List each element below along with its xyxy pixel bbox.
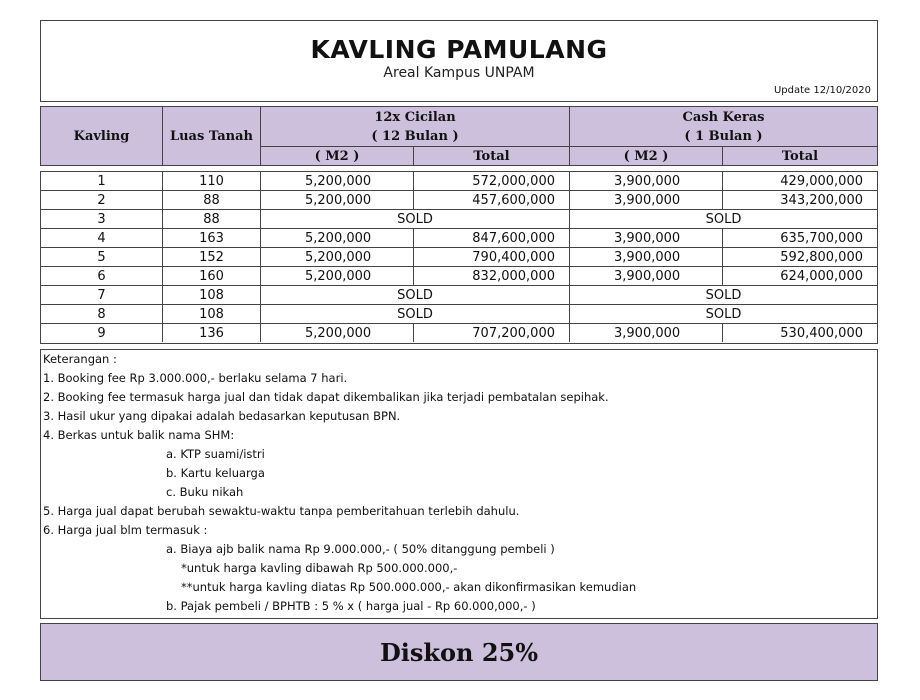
cell-cicilan-m2: 5,200,000 <box>261 248 414 266</box>
price-table <box>40 171 878 344</box>
cell-cicilan-m2: 5,200,000 <box>261 267 414 285</box>
table-row <box>41 267 877 286</box>
cell-sold-cicilan: SOLD <box>261 286 570 304</box>
page-title: KAVLING PAMULANG <box>310 35 608 64</box>
cell-cicilan-total: 572,000,000 <box>414 172 570 190</box>
cell-kavling: 8 <box>41 305 163 323</box>
cell-cash-total: 530,400,000 <box>780 326 863 341</box>
note-line: 2. Booking fee termasuk harga jual dan tidak dapat dikembalikan jika terjadi pembatalan sepihak. <box>43 390 609 404</box>
header-cicilan-title: 12x Cicilan <box>374 110 456 125</box>
table-row <box>41 324 877 343</box>
cell-cash-total: 635,700,000 <box>780 231 863 246</box>
header-cash-m2: ( M2 ) <box>570 147 723 165</box>
header-luas-tanah: Luas Tanah <box>163 107 261 165</box>
cell-luas: 88 <box>163 210 261 228</box>
cell-luas: 152 <box>163 248 261 266</box>
cell-kavling: 2 <box>41 191 163 209</box>
note-line: 1. Booking fee Rp 3.000.000,- berlaku selama 7 hari. <box>43 371 348 385</box>
cell-cash-m2: 3,900,000 <box>570 172 723 190</box>
notes-box <box>40 349 878 619</box>
note-line: a. Biaya ajb balik nama Rp 9.000.000,- ( 50% ditanggung pembeli ) <box>166 542 555 556</box>
header-cash-total: Total <box>781 148 819 164</box>
header-cicilan-total: Total <box>473 148 510 164</box>
cell-kavling: 5 <box>41 248 163 266</box>
cell-cicilan-m2: 5,200,000 <box>261 191 414 209</box>
cell-luas: 110 <box>163 172 261 190</box>
note-line: 6. Harga jual blm termasuk : <box>43 523 208 537</box>
cell-kavling: 1 <box>41 172 163 190</box>
cell-sold-cicilan: SOLD <box>261 210 570 228</box>
cell-cash-m2: 3,900,000 <box>570 248 723 266</box>
header-cicilan-m2: ( M2 ) <box>261 147 414 165</box>
cell-sold-cash: SOLD <box>705 288 742 303</box>
cell-luas: 108 <box>163 305 261 323</box>
cell-kavling: 4 <box>41 229 163 247</box>
cell-cash-m2: 3,900,000 <box>570 267 723 285</box>
cell-kavling: 6 <box>41 267 163 285</box>
cell-luas: 163 <box>163 229 261 247</box>
header-cicilan-sub: ( 12 Bulan ) <box>371 129 459 144</box>
cell-sold-cicilan: SOLD <box>261 305 570 323</box>
cell-luas: 88 <box>163 191 261 209</box>
note-line: Keterangan : <box>43 352 117 366</box>
title-box <box>40 20 878 102</box>
table-row <box>41 191 877 210</box>
update-date: Update 12/10/2020 <box>773 85 871 96</box>
cell-cash-total: 624,000,000 <box>780 269 863 284</box>
cell-luas: 136 <box>163 324 261 342</box>
header-cash-sub: ( 1 Bulan ) <box>684 129 763 144</box>
note-line: 5. Harga jual dapat berubah sewaktu-waktu tanpa pemberitahuan terlebih dahulu. <box>43 504 520 518</box>
page-subtitle: Areal Kampus UNPAM <box>383 65 535 81</box>
cell-luas: 108 <box>163 286 261 304</box>
cell-kavling: 3 <box>41 210 163 228</box>
cell-cash-total: 343,200,000 <box>780 193 863 208</box>
note-line: *untuk harga kavling dibawah Rp 500.000.000,- <box>181 561 458 575</box>
cell-cicilan-m2: 5,200,000 <box>261 324 414 342</box>
table-row <box>41 210 877 229</box>
cell-cicilan-total: 457,600,000 <box>414 191 570 209</box>
note-line: **untuk harga kavling diatas Rp 500.000.000,- akan dikonfirmasikan kemudian <box>181 580 637 594</box>
header-cicilan-group <box>261 108 569 146</box>
table-row <box>41 305 877 324</box>
cell-cash-m2: 3,900,000 <box>570 191 723 209</box>
cell-cash-total: 429,000,000 <box>780 174 863 189</box>
cell-sold-cash: SOLD <box>705 212 742 227</box>
cell-cicilan-total: 707,200,000 <box>414 324 570 342</box>
cell-cicilan-total: 847,600,000 <box>414 229 570 247</box>
table-header <box>40 106 878 166</box>
discount-label: Diskon 25% <box>379 638 539 667</box>
header-cash-group <box>570 108 877 146</box>
note-line: b. Kartu keluarga <box>166 466 265 480</box>
cell-cicilan-total: 832,000,000 <box>414 267 570 285</box>
cell-cicilan-total: 790,400,000 <box>414 248 570 266</box>
table-row <box>41 229 877 248</box>
note-line: c. Buku nikah <box>166 485 244 499</box>
header-cash-title: Cash Keras <box>682 110 765 125</box>
table-row <box>41 286 877 305</box>
note-line: 3. Hasil ukur yang dipakai adalah bedasarkan keputusan BPN. <box>43 409 401 423</box>
table-row <box>41 172 877 191</box>
note-line: b. Pajak pembeli / BPHTB : 5 % x ( harga jual - Rp 60.000,000,- ) <box>166 599 536 613</box>
discount-box <box>40 623 878 681</box>
cell-cash-m2: 3,900,000 <box>570 229 723 247</box>
cell-luas: 160 <box>163 267 261 285</box>
cell-sold-cash: SOLD <box>705 307 742 322</box>
cell-cicilan-m2: 5,200,000 <box>261 229 414 247</box>
note-line: 4. Berkas untuk balik nama SHM: <box>43 428 235 442</box>
cell-kavling: 9 <box>41 324 163 342</box>
note-line: a. KTP suami/istri <box>166 447 265 461</box>
table-row <box>41 248 877 267</box>
cell-cash-total: 592,800,000 <box>780 250 863 265</box>
header-kavling: Kavling <box>41 107 163 165</box>
cell-cash-m2: 3,900,000 <box>570 324 723 342</box>
cell-kavling: 7 <box>41 286 163 304</box>
cell-cicilan-m2: 5,200,000 <box>261 172 414 190</box>
